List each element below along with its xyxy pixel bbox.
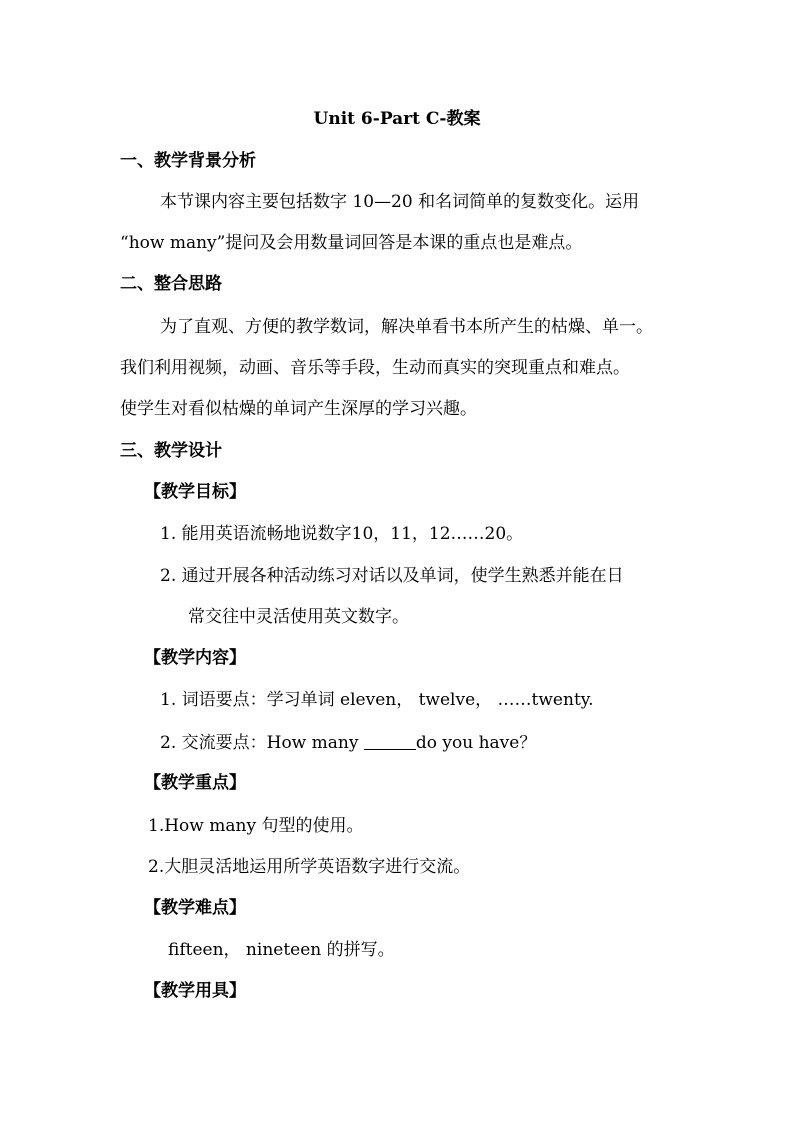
objectives-item-2-line2: 常交往中灵活使用英文数字。	[188, 607, 409, 627]
fill-in-blank	[364, 733, 416, 750]
content-item-1: 1. 词语要点：学习单词 eleven， twelve， ……twenty.	[160, 690, 594, 710]
section2-heading: 二、整合思路	[120, 274, 222, 294]
objectives-heading: 【教学目标】	[144, 482, 246, 502]
key-points-item-2: 2.大胆灵活地运用所学英语数字进行交流。	[148, 857, 471, 877]
section2-paragraph-line1: 为了直观、方便的教学数词，解决单看书本所产生的枯燥、单一。	[160, 317, 653, 337]
difficulties-heading: 【教学难点】	[144, 898, 246, 918]
key-points-heading: 【教学重点】	[144, 773, 246, 793]
tools-heading: 【教学用具】	[144, 981, 246, 1001]
objectives-item-2-line1: 2. 通过开展各种活动练习对话以及单词，使学生熟悉并能在日	[160, 566, 624, 586]
difficulties-text: fifteen， nineteen 的拼写。	[168, 940, 395, 960]
section1-paragraph-line1: 本节课内容主要包括数字 10—20 和名词简单的复数变化。运用	[160, 192, 640, 212]
document-title: Unit 6-Part C-教案	[313, 109, 481, 129]
content-item-2	[160, 731, 536, 755]
section3-heading: 三、教学设计	[120, 441, 222, 461]
section2-paragraph-line2: 我们利用视频，动画、音乐等手段，生动而真实的突现重点和难点。	[120, 358, 630, 378]
key-points-item-1: 1.How many 句型的使用。	[148, 816, 364, 836]
objectives-item-1: 1. 能用英语流畅地说数字10，11，12……20。	[160, 524, 524, 544]
section1-paragraph-line2: “how many”提问及会用数量词回答是本课的重点也是难点。	[120, 233, 583, 253]
content-heading: 【教学内容】	[144, 648, 246, 668]
content-item-2-suffix: do you have？	[415, 733, 537, 753]
section1-heading: 一、教学背景分析	[120, 151, 256, 171]
section2-paragraph-line3: 使学生对看似枯燥的单词产生深厚的学习兴趣。	[120, 399, 477, 419]
content-item-2-prefix: 2. 交流要点：How many	[160, 733, 364, 753]
